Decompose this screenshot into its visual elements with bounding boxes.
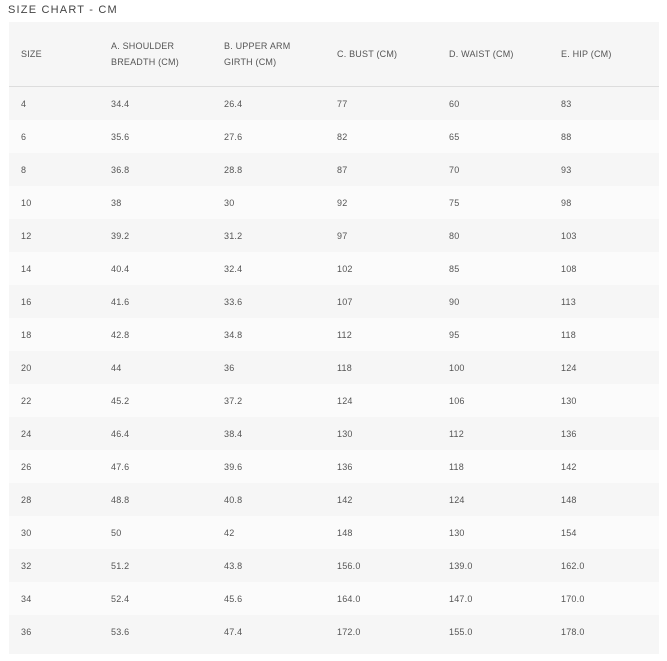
cell-upper-arm-girth: 28.8 xyxy=(224,164,243,175)
cell-upper-arm-girth: 26.4 xyxy=(224,98,243,109)
cell-bust: 124 xyxy=(337,395,353,406)
cell-shoulder-breadth: 45.2 xyxy=(111,395,130,406)
cell-waist: 112 xyxy=(449,428,464,439)
header-label-line: SIZE xyxy=(21,49,42,59)
cell-upper-arm-girth: 43.8 xyxy=(224,560,243,571)
cell-hip: 130 xyxy=(561,395,577,406)
cell-bust: 92 xyxy=(337,197,348,208)
cell-shoulder-breadth: 36.8 xyxy=(111,164,130,175)
cell-size: 16 xyxy=(21,296,32,307)
cell-upper-arm-girth: 39.6 xyxy=(224,461,243,472)
cell-waist: 95 xyxy=(449,329,460,340)
cell-waist: 75 xyxy=(449,197,460,208)
table-body xyxy=(9,87,659,649)
cell-hip: 88 xyxy=(561,131,572,142)
header-label-line: A. SHOULDER xyxy=(111,41,175,51)
cell-waist: 65 xyxy=(449,131,460,142)
table-row xyxy=(9,219,659,252)
table-row xyxy=(9,318,659,351)
cell-upper-arm-girth: 34.8 xyxy=(224,329,243,340)
table-row xyxy=(9,450,659,483)
cell-size: 10 xyxy=(21,197,32,208)
header-hip xyxy=(549,22,659,87)
header-waist xyxy=(437,22,549,87)
cell-size: 22 xyxy=(21,395,32,406)
cell-size: 36 xyxy=(21,626,32,637)
cell-waist: 60 xyxy=(449,98,460,109)
table-row xyxy=(9,285,659,318)
cell-hip: 178.0 xyxy=(561,626,585,637)
header-label-line: C. BUST (CM) xyxy=(337,49,398,59)
cell-size: 12 xyxy=(21,230,32,241)
table-header-row xyxy=(9,22,659,87)
cell-upper-arm-girth: 45.6 xyxy=(224,593,243,604)
cell-size: 14 xyxy=(21,263,32,274)
cell-shoulder-breadth: 44 xyxy=(111,362,122,373)
cell-hip: 170.0 xyxy=(561,593,585,604)
table-row xyxy=(9,186,659,219)
cell-upper-arm-girth: 42 xyxy=(224,527,235,538)
table-row xyxy=(9,483,659,516)
cell-size: 8 xyxy=(21,164,27,175)
table-row xyxy=(9,384,659,417)
header-label-line: BREADTH (CM) xyxy=(111,57,179,67)
cell-hip: 162.0 xyxy=(561,560,585,571)
cell-shoulder-breadth: 53.6 xyxy=(111,626,130,637)
cell-waist: 100 xyxy=(449,362,465,373)
cell-upper-arm-girth: 38.4 xyxy=(224,428,243,439)
cell-bust: 130 xyxy=(337,428,353,439)
table-row xyxy=(9,87,659,121)
header-label-line: GIRTH (CM) xyxy=(224,57,277,67)
cell-bust: 102 xyxy=(337,263,353,274)
cell-size: 6 xyxy=(21,131,27,142)
cell-shoulder-breadth: 52.4 xyxy=(111,593,130,604)
table-row xyxy=(9,120,659,153)
cell-bust: 136 xyxy=(337,461,353,472)
cell-waist: 90 xyxy=(449,296,460,307)
table-row xyxy=(9,516,659,549)
page-title: SIZE CHART - CM xyxy=(8,4,118,16)
cell-waist: 85 xyxy=(449,263,460,274)
cell-upper-arm-girth: 37.2 xyxy=(224,395,243,406)
size-chart-table-container xyxy=(9,22,659,654)
cell-bust: 118 xyxy=(337,362,352,373)
table-row xyxy=(9,582,659,615)
cell-size: 26 xyxy=(21,461,32,472)
cell-size: 18 xyxy=(21,329,32,340)
cell-shoulder-breadth: 46.4 xyxy=(111,428,130,439)
cell-upper-arm-girth: 31.2 xyxy=(224,230,243,241)
cell-waist: 147.0 xyxy=(449,593,473,604)
cell-shoulder-breadth: 40.4 xyxy=(111,263,130,274)
cell-hip: 108 xyxy=(561,263,577,274)
cell-shoulder-breadth: 42.8 xyxy=(111,329,130,340)
cell-hip: 148 xyxy=(561,494,577,505)
cell-hip: 136 xyxy=(561,428,577,439)
cell-shoulder-breadth: 48.8 xyxy=(111,494,130,505)
cell-upper-arm-girth: 32.4 xyxy=(224,263,243,274)
cell-size: 34 xyxy=(21,593,32,604)
cell-hip: 83 xyxy=(561,98,572,109)
table-row xyxy=(9,417,659,450)
cell-bust: 112 xyxy=(337,329,352,340)
cell-shoulder-breadth: 41.6 xyxy=(111,296,130,307)
cell-bust: 142 xyxy=(337,494,353,505)
cell-bust: 87 xyxy=(337,164,348,175)
cell-hip: 142 xyxy=(561,461,577,472)
header-bust xyxy=(325,22,437,87)
cell-bust: 148 xyxy=(337,527,353,538)
cell-size: 32 xyxy=(21,560,32,571)
cell-waist: 130 xyxy=(449,527,465,538)
cell-bust: 164.0 xyxy=(337,593,361,604)
cell-size: 20 xyxy=(21,362,32,373)
cell-size: 4 xyxy=(21,98,27,109)
cell-upper-arm-girth: 33.6 xyxy=(224,296,243,307)
cell-shoulder-breadth: 50 xyxy=(111,527,122,538)
cell-waist: 118 xyxy=(449,461,464,472)
cell-shoulder-breadth: 38 xyxy=(111,197,122,208)
size-chart-table xyxy=(9,22,659,648)
table-row xyxy=(9,351,659,384)
cell-bust: 77 xyxy=(337,98,348,109)
cell-hip: 93 xyxy=(561,164,572,175)
header-label-line: E. HIP (CM) xyxy=(561,49,612,59)
cell-waist: 139.0 xyxy=(449,560,473,571)
cell-shoulder-breadth: 51.2 xyxy=(111,560,130,571)
cell-waist: 124 xyxy=(449,494,465,505)
cell-bust: 82 xyxy=(337,131,348,142)
header-shoulder-breadth xyxy=(99,22,212,87)
header-upper-arm-girth xyxy=(212,22,325,87)
header-label-line: D. WAIST (CM) xyxy=(449,49,514,59)
cell-size: 30 xyxy=(21,527,32,538)
cell-upper-arm-girth: 30 xyxy=(224,197,235,208)
cell-hip: 154 xyxy=(561,527,577,538)
cell-waist: 155.0 xyxy=(449,626,473,637)
cell-bust: 107 xyxy=(337,296,353,307)
cell-shoulder-breadth: 34.4 xyxy=(111,98,130,109)
cell-size: 24 xyxy=(21,428,32,439)
cell-bust: 156.0 xyxy=(337,560,361,571)
cell-hip: 98 xyxy=(561,197,572,208)
cell-shoulder-breadth: 35.6 xyxy=(111,131,130,142)
header-size xyxy=(9,22,99,87)
cell-bust: 97 xyxy=(337,230,348,241)
cell-waist: 70 xyxy=(449,164,460,175)
table-row xyxy=(9,549,659,582)
table-row xyxy=(9,615,659,648)
cell-waist: 80 xyxy=(449,230,460,241)
cell-upper-arm-girth: 47.4 xyxy=(224,626,243,637)
table-row xyxy=(9,153,659,186)
cell-hip: 118 xyxy=(561,329,576,340)
cell-waist: 106 xyxy=(449,395,465,406)
cell-hip: 113 xyxy=(561,296,576,307)
cell-upper-arm-girth: 40.8 xyxy=(224,494,243,505)
cell-bust: 172.0 xyxy=(337,626,361,637)
cell-size: 28 xyxy=(21,494,32,505)
cell-shoulder-breadth: 47.6 xyxy=(111,461,130,472)
cell-hip: 103 xyxy=(561,230,577,241)
cell-upper-arm-girth: 36 xyxy=(224,362,235,373)
header-label-line: B. UPPER ARM xyxy=(224,41,291,51)
table-row xyxy=(9,252,659,285)
cell-shoulder-breadth: 39.2 xyxy=(111,230,130,241)
cell-hip: 124 xyxy=(561,362,577,373)
cell-upper-arm-girth: 27.6 xyxy=(224,131,243,142)
